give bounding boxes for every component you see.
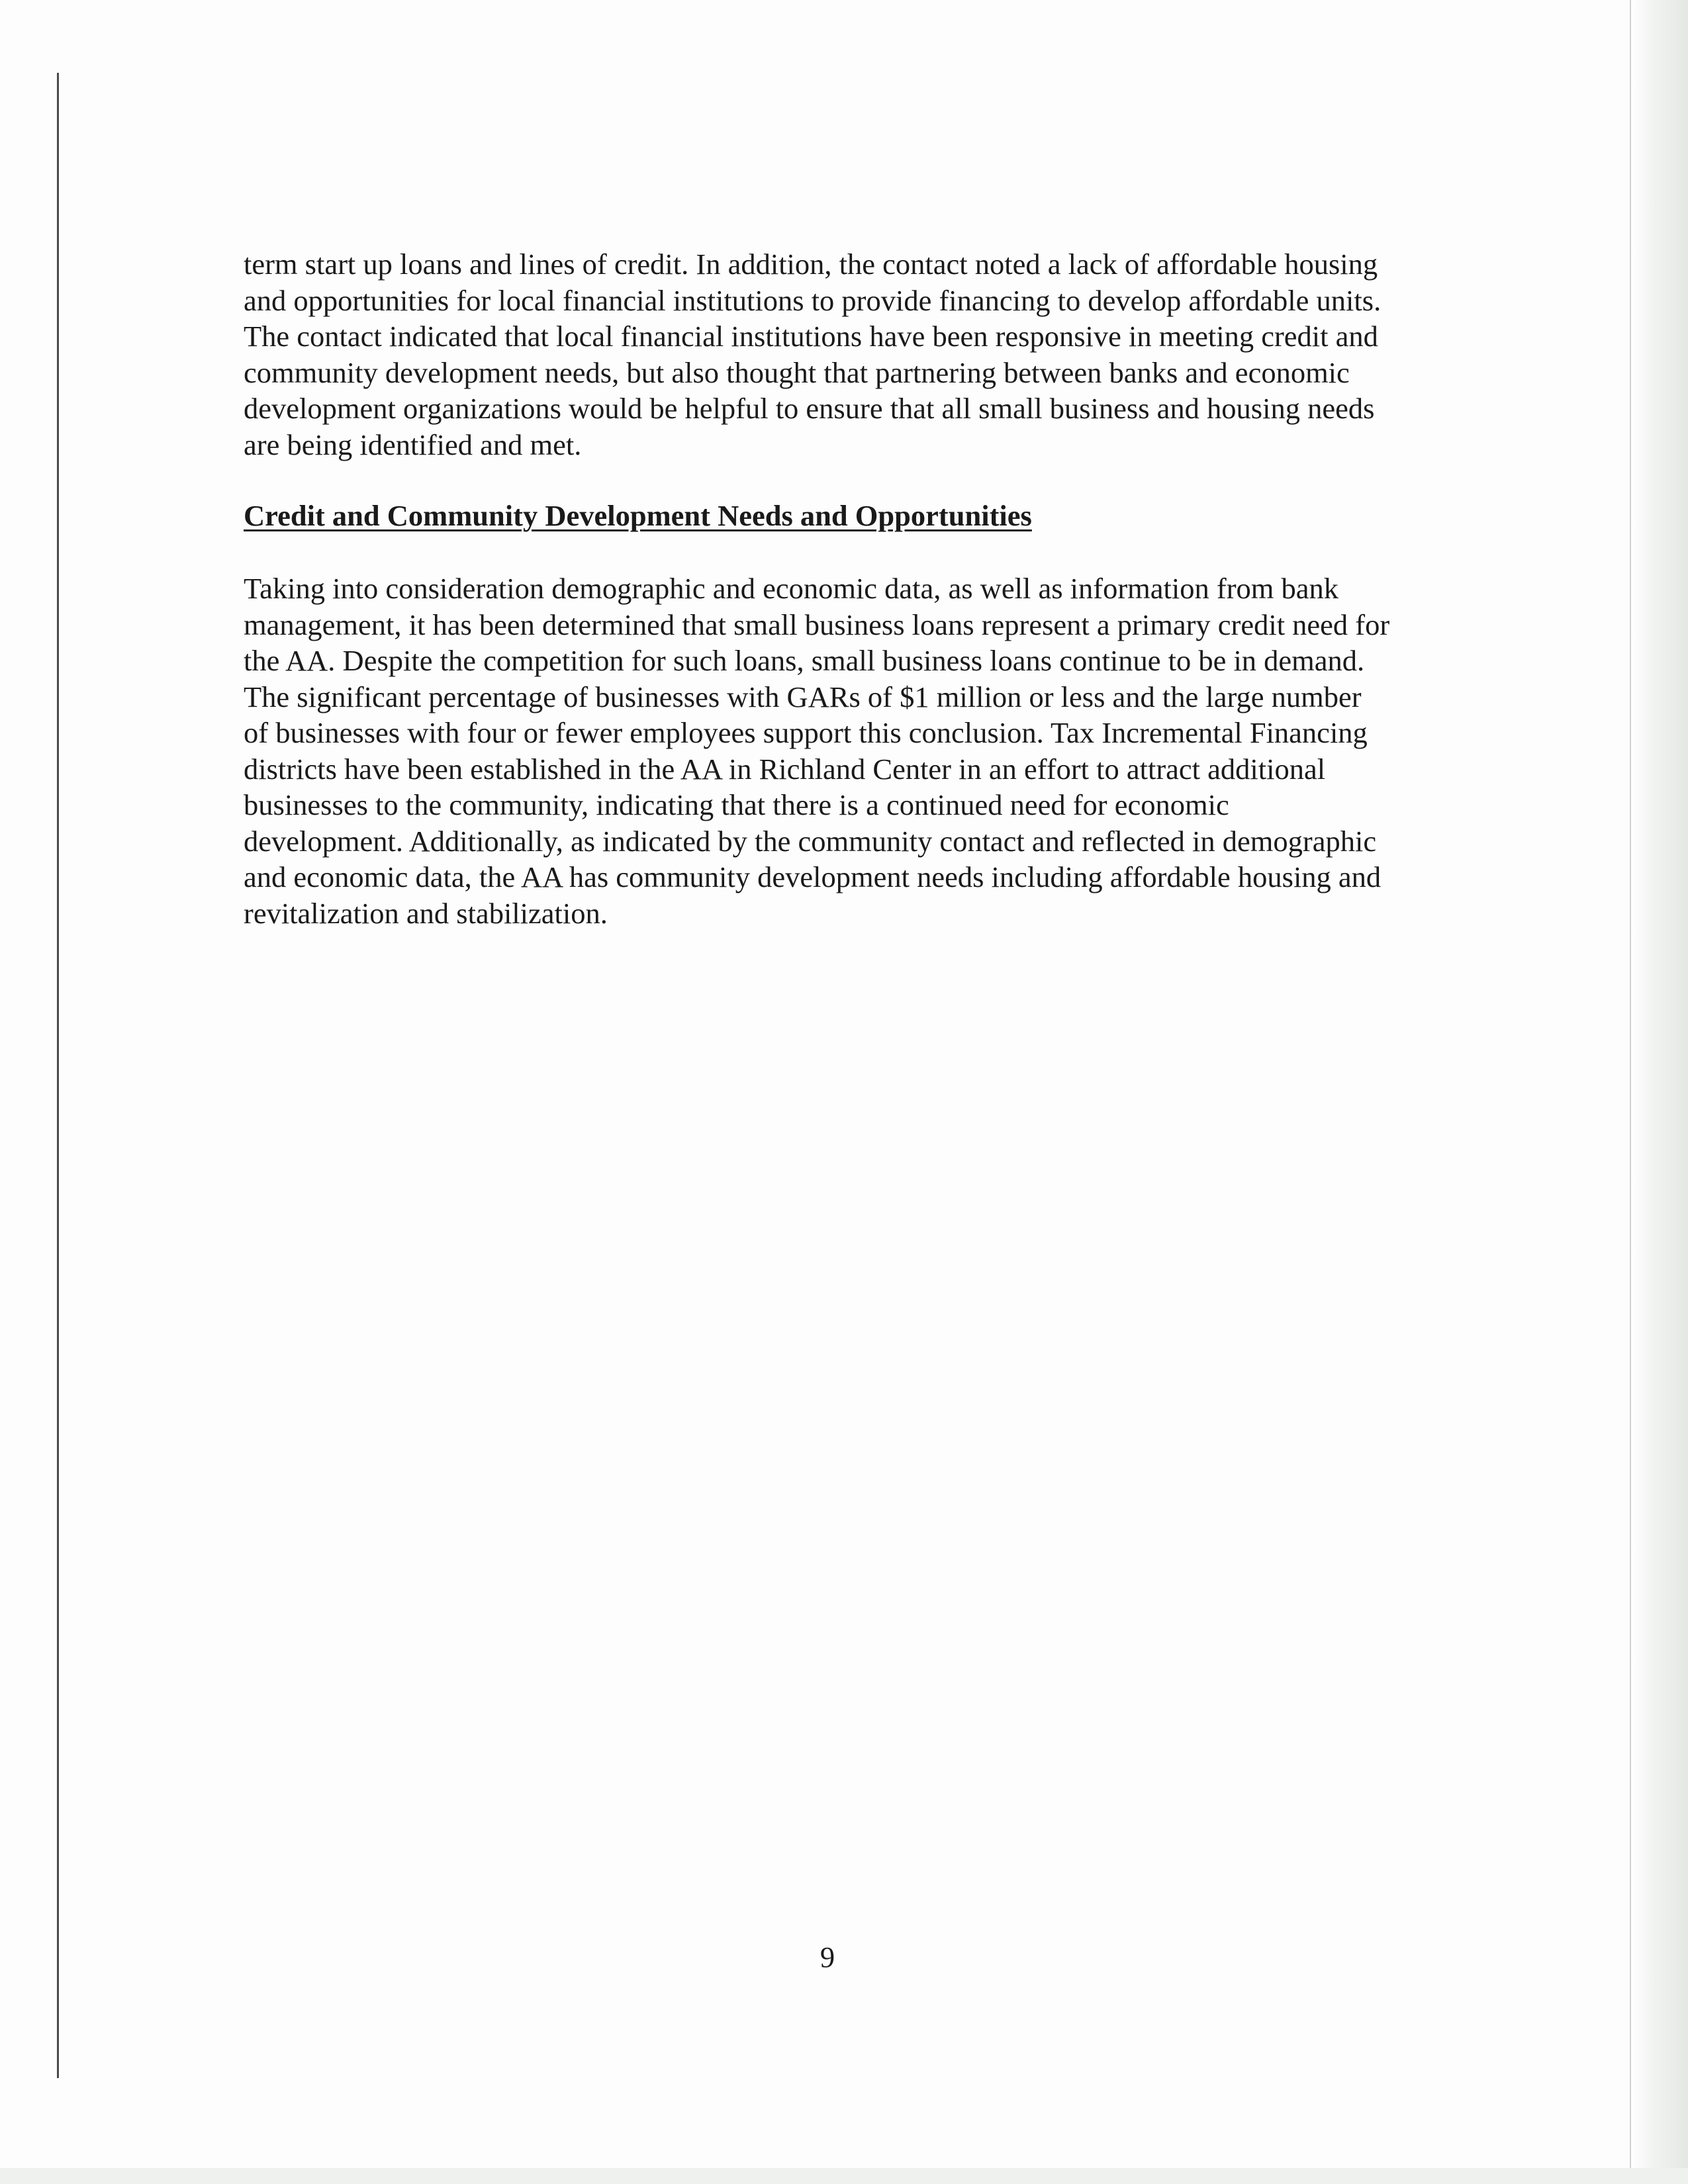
- paragraph-credit-needs: [244, 570, 1429, 931]
- text-line: the AA. Despite the competition for such loans, small business loans continue to be in demand.: [244, 644, 1365, 677]
- text-line: of businesses with four or fewer employees support this conclusion. Tax Incremental Financing: [244, 716, 1368, 749]
- section-heading: Credit and Community Development Needs and Opportunities: [244, 499, 1032, 532]
- text-line: and opportunities for local financial institutions to provide financing to develop affordable units.: [244, 283, 1382, 317]
- text-line: and economic data, the AA has community development needs including affordable housing and: [244, 860, 1382, 893]
- text-line: management, it has been determined that small business loans represent a primary credit need for: [244, 608, 1390, 641]
- page-number: 9: [820, 1940, 835, 1974]
- text-line: development. Additionally, as indicated by the community contact and reflected in demographic: [244, 824, 1377, 858]
- text-line: term start up loans and lines of credit. In addition, the contact noted a lack of affordable housing: [244, 248, 1378, 281]
- text-line: development organizations would be helpful to ensure that all small business and housing needs: [244, 392, 1375, 425]
- text-line: community development needs, but also thought that partnering between banks and economic: [244, 355, 1350, 389]
- text-line: revitalization and stabilization.: [244, 896, 608, 930]
- text-line: Taking into consideration demographic and economic data, as well as information from bank: [244, 572, 1339, 605]
- scan-bottom-edge: [0, 2168, 1688, 2184]
- scan-binding-line: [57, 73, 59, 2078]
- text-line: businesses to the community, indicating that there is a continued need for economic: [244, 788, 1229, 821]
- scan-page-edge: [1630, 0, 1688, 2184]
- text-line: are being identified and met.: [244, 428, 582, 461]
- paragraph-community-contact: [244, 246, 1429, 463]
- text-line: The significant percentage of businesses with GARs of $1 million or less and the large number: [244, 680, 1362, 713]
- text-line: districts have been established in the AA in Richland Center in an effort to attract additional: [244, 752, 1326, 786]
- text-line: The contact indicated that local financial institutions have been responsive in meeting credit and: [244, 320, 1378, 353]
